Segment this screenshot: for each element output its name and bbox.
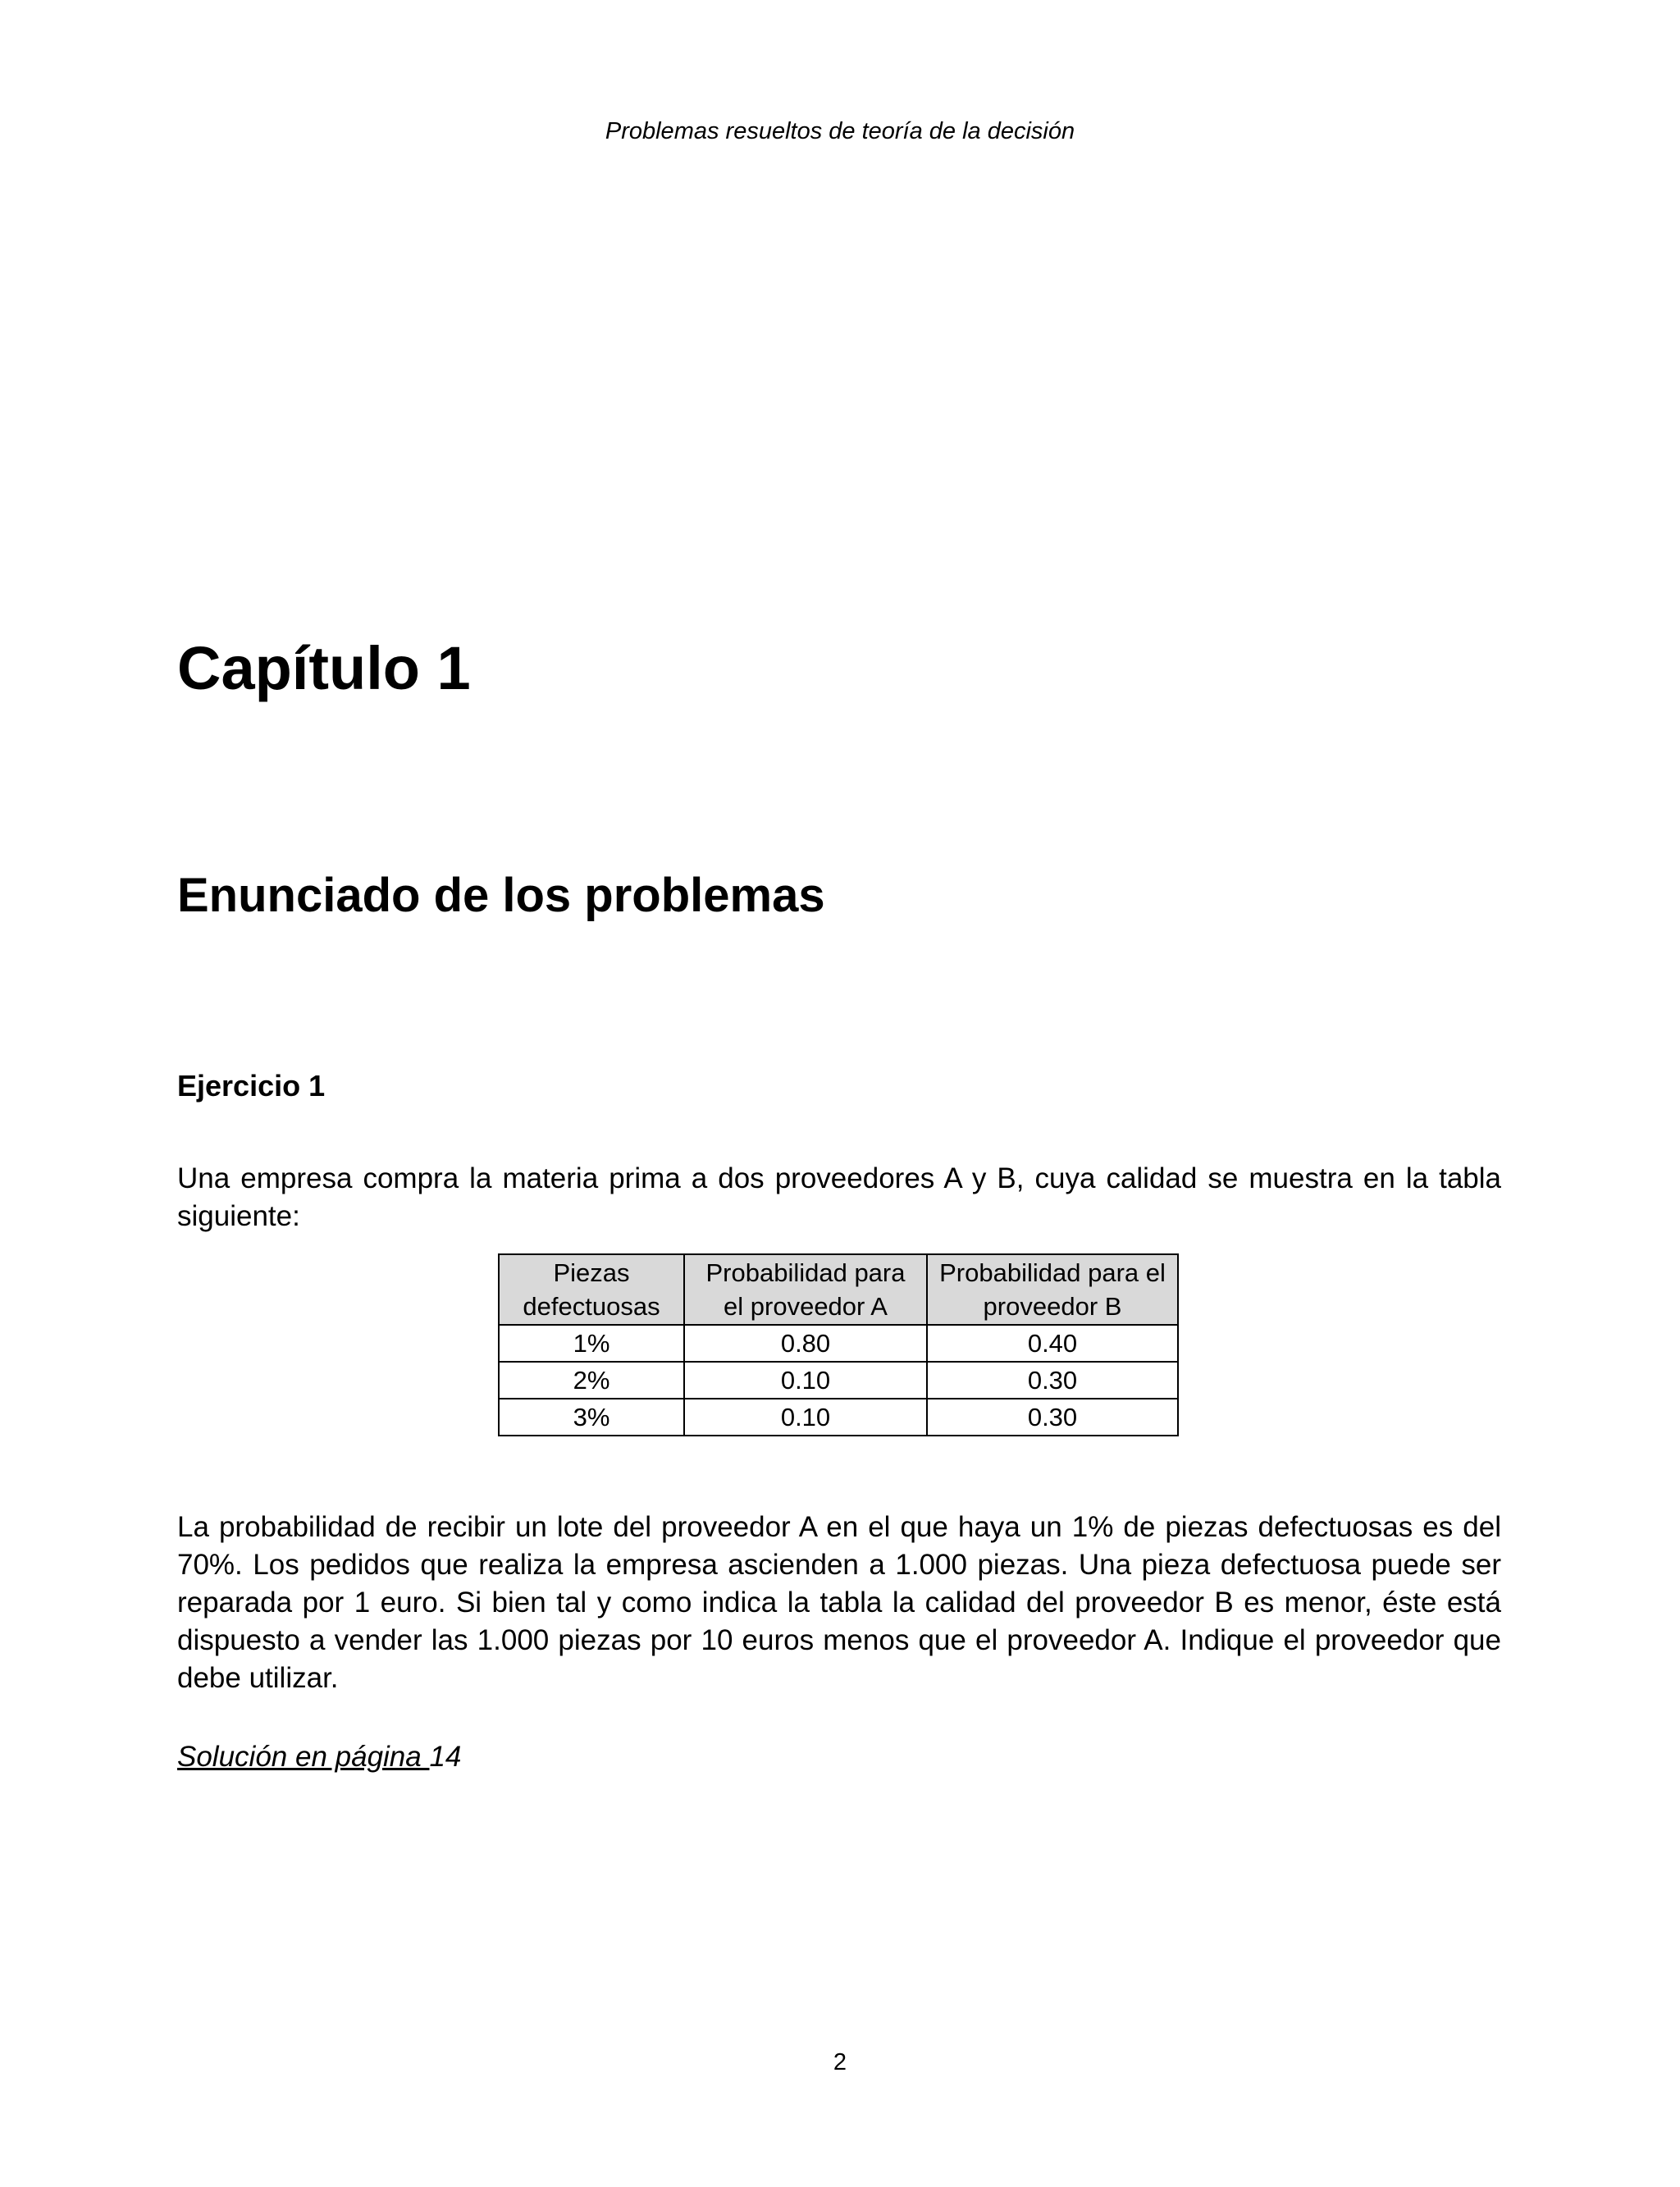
table-cell: 0.40: [927, 1325, 1178, 1362]
exercise-title: Ejercicio 1: [177, 1069, 326, 1103]
chapter-title: Capítulo 1: [177, 634, 471, 702]
table-cell: 0.80: [684, 1325, 927, 1362]
table-header-cell: Probabilidad para el proveedor A: [684, 1254, 927, 1325]
table-cell: 0.10: [684, 1399, 927, 1436]
exercise-statement-paragraph: La probabilidad de recibir un lote del proveedor A en el que haya un 1% de piezas defectuosas es del 70%. Los pedidos que realiza la empresa ascienden a 1.000 piezas. Una pieza defectuosa puede ser reparada por 1 euro. Si bien tal y como indica la tabla la calidad del proveedor B es menor, éste está dispuesto a vender las 1.000 piezas por 10 euros menos que el proveedor A. Indique el proveedor que debe utilizar.: [177, 1511, 1501, 1694]
table-cell: 1%: [499, 1325, 684, 1362]
table-row: [499, 1362, 1178, 1399]
table-cell: 0.10: [684, 1362, 927, 1399]
table-header-row: [499, 1254, 1178, 1325]
solution-page-number[interactable]: 14: [429, 1741, 462, 1773]
solution-link-text[interactable]: Solución en página: [177, 1741, 430, 1773]
table-cell: 2%: [499, 1362, 684, 1399]
table-cell: 0.30: [927, 1399, 1178, 1436]
section-title: Enunciado de los problemas: [177, 869, 825, 922]
supplier-quality-table: [498, 1253, 1179, 1436]
table-row: [499, 1399, 1178, 1436]
table-row: [499, 1325, 1178, 1362]
table-header-cell: Probabilidad para el proveedor B: [927, 1254, 1178, 1325]
table-cell: 3%: [499, 1399, 684, 1436]
supplier-quality-table-container: [498, 1253, 1179, 1436]
table-header-cell: Piezas defectuosas: [499, 1254, 684, 1325]
solution-reference[interactable]: [177, 1739, 461, 1775]
exercise-intro-paragraph: Una empresa compra la materia prima a dos proveedores A y B, cuya calidad se muestra en la tabla siguiente:: [177, 1162, 1501, 1232]
running-header: Problemas resueltos de teoría de la decisión: [605, 118, 1075, 144]
table-cell: 0.30: [927, 1362, 1178, 1399]
page-number: 2: [833, 2049, 847, 2075]
